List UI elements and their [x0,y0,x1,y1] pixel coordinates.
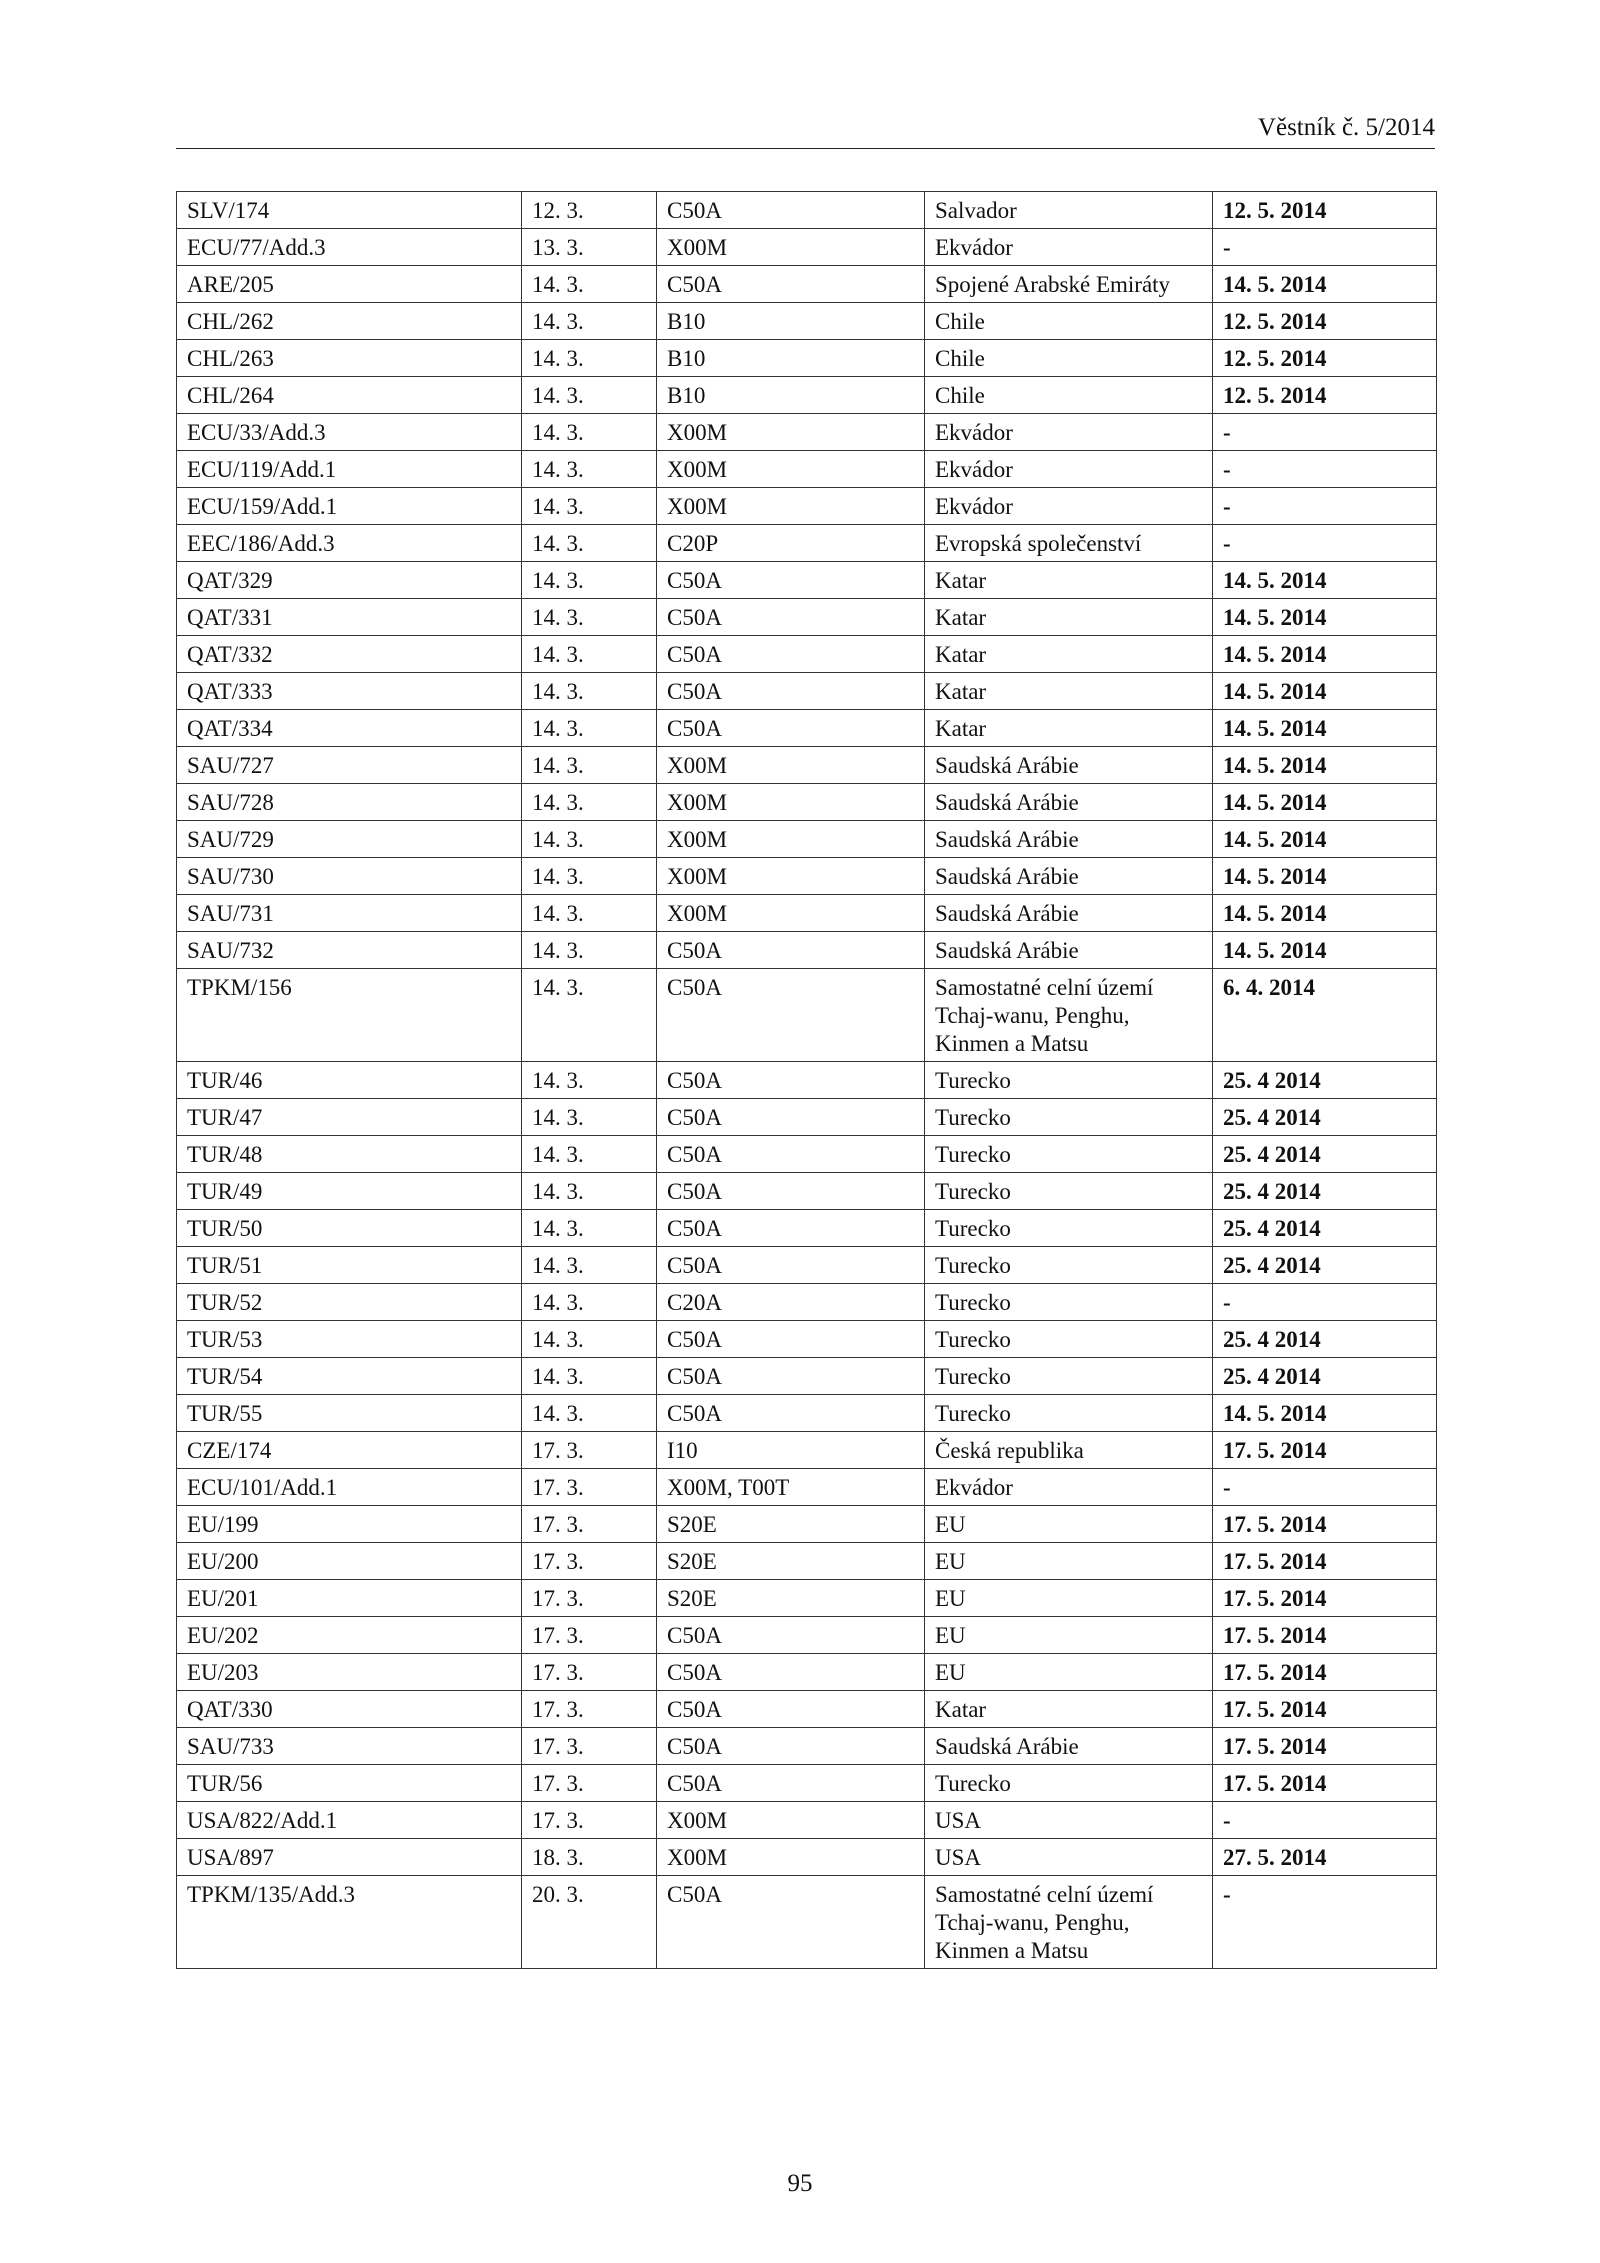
country-cell: Ekvádor [925,414,1213,451]
code-cell: C50A [657,1876,925,1969]
country-cell: Spojené Arabské Emiráty [925,266,1213,303]
country-cell: Turecko [925,1284,1213,1321]
country-cell: Samostatné celní území Tchaj-wanu, Penghu, Kinmen a Matsu [925,1876,1213,1969]
date-cell: 14. 3. [522,451,657,488]
deadline-cell: 17. 5. 2014 [1213,1432,1437,1469]
country-cell: EU [925,1506,1213,1543]
code-cell: C50A [657,1247,925,1284]
symbol-cell: TUR/47 [177,1099,522,1136]
deadline-cell: 14. 5. 2014 [1213,599,1437,636]
deadline-cell: 25. 4 2014 [1213,1321,1437,1358]
country-cell: Turecko [925,1358,1213,1395]
deadline-cell: 14. 5. 2014 [1213,747,1437,784]
deadline-cell: 14. 5. 2014 [1213,895,1437,932]
code-cell: X00M [657,1802,925,1839]
date-cell: 13. 3. [522,229,657,266]
symbol-cell: EU/199 [177,1506,522,1543]
code-cell: C50A [657,562,925,599]
code-cell: X00M [657,784,925,821]
symbol-cell: SAU/733 [177,1728,522,1765]
code-cell: C50A [657,1728,925,1765]
deadline-cell: - [1213,1802,1437,1839]
date-cell: 14. 3. [522,266,657,303]
date-cell: 17. 3. [522,1543,657,1580]
date-cell: 17. 3. [522,1580,657,1617]
deadline-cell: - [1213,1876,1437,1969]
code-cell: I10 [657,1432,925,1469]
country-cell: Saudská Arábie [925,1728,1213,1765]
symbol-cell: ARE/205 [177,266,522,303]
code-cell: C50A [657,1395,925,1432]
date-cell: 12. 3. [522,192,657,229]
symbol-cell: CHL/263 [177,340,522,377]
table-row [177,1432,1437,1469]
date-cell: 20. 3. [522,1876,657,1969]
code-cell: X00M [657,451,925,488]
code-cell: X00M, T00T [657,1469,925,1506]
symbol-cell: SAU/729 [177,821,522,858]
table-row [177,821,1437,858]
table-row [177,1395,1437,1432]
code-cell: X00M [657,488,925,525]
code-cell: C50A [657,1654,925,1691]
code-cell: C50A [657,1173,925,1210]
symbol-cell: USA/822/Add.1 [177,1802,522,1839]
table-row [177,1691,1437,1728]
date-cell: 17. 3. [522,1617,657,1654]
deadline-cell: 17. 5. 2014 [1213,1617,1437,1654]
country-cell: Turecko [925,1247,1213,1284]
code-cell: X00M [657,747,925,784]
deadline-cell: 6. 4. 2014 [1213,969,1437,1062]
symbol-cell: TUR/50 [177,1210,522,1247]
date-cell: 14. 3. [522,488,657,525]
date-cell: 14. 3. [522,636,657,673]
table-row [177,525,1437,562]
deadline-cell: 25. 4 2014 [1213,1136,1437,1173]
table-row [177,932,1437,969]
symbol-cell: ECU/159/Add.1 [177,488,522,525]
deadline-cell: 14. 5. 2014 [1213,784,1437,821]
symbol-cell: QAT/334 [177,710,522,747]
page-header [176,110,1435,149]
journal-title: Věstník č. 5/2014 [1257,114,1435,141]
date-cell: 14. 3. [522,1358,657,1395]
symbol-cell: TUR/52 [177,1284,522,1321]
symbol-cell: QAT/333 [177,673,522,710]
date-cell: 14. 3. [522,1321,657,1358]
date-cell: 14. 3. [522,525,657,562]
symbol-cell: QAT/330 [177,1691,522,1728]
code-cell: X00M [657,895,925,932]
country-cell: Česká republika [925,1432,1213,1469]
table-row [177,414,1437,451]
symbol-cell: ECU/119/Add.1 [177,451,522,488]
country-cell: USA [925,1802,1213,1839]
symbol-cell: EEC/186/Add.3 [177,525,522,562]
table-row [177,1839,1437,1876]
code-cell: C50A [657,1062,925,1099]
code-cell: X00M [657,229,925,266]
code-cell: C50A [657,1136,925,1173]
table-row [177,1358,1437,1395]
code-cell: C50A [657,1210,925,1247]
symbol-cell: SAU/730 [177,858,522,895]
table-row [177,377,1437,414]
table-row [177,1210,1437,1247]
date-cell: 14. 3. [522,562,657,599]
deadline-cell: 17. 5. 2014 [1213,1543,1437,1580]
country-cell: Turecko [925,1321,1213,1358]
deadline-cell: 14. 5. 2014 [1213,673,1437,710]
table-row [177,266,1437,303]
table-row [177,1247,1437,1284]
date-cell: 14. 3. [522,969,657,1062]
date-cell: 14. 3. [522,710,657,747]
country-cell: Ekvádor [925,488,1213,525]
date-cell: 17. 3. [522,1728,657,1765]
date-cell: 14. 3. [522,1395,657,1432]
deadline-cell: 17. 5. 2014 [1213,1654,1437,1691]
code-cell: C20P [657,525,925,562]
symbol-cell: SLV/174 [177,192,522,229]
table-row [177,340,1437,377]
deadline-cell: 14. 5. 2014 [1213,562,1437,599]
symbol-cell: SAU/731 [177,895,522,932]
deadline-cell: - [1213,451,1437,488]
deadline-cell: 14. 5. 2014 [1213,1395,1437,1432]
deadline-cell: 25. 4 2014 [1213,1099,1437,1136]
deadline-cell: - [1213,229,1437,266]
symbol-cell: SAU/728 [177,784,522,821]
deadline-cell: 14. 5. 2014 [1213,932,1437,969]
country-cell: Chile [925,377,1213,414]
country-cell: Turecko [925,1136,1213,1173]
table-row [177,1765,1437,1802]
notifications-table [176,191,1437,1969]
country-cell: Saudská Arábie [925,895,1213,932]
code-cell: B10 [657,303,925,340]
country-cell: Katar [925,673,1213,710]
date-cell: 14. 3. [522,599,657,636]
country-cell: Chile [925,340,1213,377]
table-row [177,192,1437,229]
code-cell: X00M [657,1839,925,1876]
date-cell: 14. 3. [522,673,657,710]
symbol-cell: CHL/264 [177,377,522,414]
table-row [177,673,1437,710]
symbol-cell: TUR/48 [177,1136,522,1173]
code-cell: C50A [657,1321,925,1358]
country-cell: Turecko [925,1099,1213,1136]
country-cell: EU [925,1617,1213,1654]
table-row [177,969,1437,1062]
table-row [177,1580,1437,1617]
date-cell: 17. 3. [522,1506,657,1543]
table-row [177,1062,1437,1099]
code-cell: C50A [657,599,925,636]
symbol-cell: CZE/174 [177,1432,522,1469]
deadline-cell: 17. 5. 2014 [1213,1691,1437,1728]
code-cell: B10 [657,340,925,377]
symbol-cell: TUR/49 [177,1173,522,1210]
date-cell: 14. 3. [522,1173,657,1210]
deadline-cell: 17. 5. 2014 [1213,1765,1437,1802]
page-number: 95 [787,2170,813,2197]
deadline-cell: 17. 5. 2014 [1213,1728,1437,1765]
country-cell: EU [925,1543,1213,1580]
code-cell: C50A [657,1691,925,1728]
deadline-cell: 14. 5. 2014 [1213,636,1437,673]
deadline-cell: - [1213,414,1437,451]
country-cell: EU [925,1580,1213,1617]
table-row [177,1506,1437,1543]
date-cell: 14. 3. [522,1099,657,1136]
symbol-cell: ECU/33/Add.3 [177,414,522,451]
symbol-cell: EU/202 [177,1617,522,1654]
symbol-cell: TUR/54 [177,1358,522,1395]
table-row [177,895,1437,932]
symbol-cell: EU/203 [177,1654,522,1691]
code-cell: C50A [657,266,925,303]
symbol-cell: QAT/331 [177,599,522,636]
code-cell: C50A [657,192,925,229]
code-cell: X00M [657,414,925,451]
table-body [177,192,1437,1969]
date-cell: 14. 3. [522,1210,657,1247]
code-cell: C50A [657,673,925,710]
country-cell: Katar [925,710,1213,747]
date-cell: 17. 3. [522,1802,657,1839]
table-row [177,599,1437,636]
deadline-cell: 27. 5. 2014 [1213,1839,1437,1876]
table-row [177,303,1437,340]
country-cell: Turecko [925,1765,1213,1802]
table-row [177,710,1437,747]
code-cell: C50A [657,1617,925,1654]
country-cell: Turecko [925,1173,1213,1210]
deadline-cell: 17. 5. 2014 [1213,1580,1437,1617]
symbol-cell: QAT/332 [177,636,522,673]
country-cell: Saudská Arábie [925,747,1213,784]
code-cell: C50A [657,1358,925,1395]
date-cell: 18. 3. [522,1839,657,1876]
code-cell: C50A [657,636,925,673]
symbol-cell: TUR/55 [177,1395,522,1432]
deadline-cell: 12. 5. 2014 [1213,377,1437,414]
symbol-cell: CHL/262 [177,303,522,340]
deadline-cell: 25. 4 2014 [1213,1210,1437,1247]
deadline-cell: 12. 5. 2014 [1213,192,1437,229]
table-row [177,562,1437,599]
date-cell: 14. 3. [522,1247,657,1284]
symbol-cell: USA/897 [177,1839,522,1876]
country-cell: Turecko [925,1395,1213,1432]
code-cell: B10 [657,377,925,414]
deadline-cell: 12. 5. 2014 [1213,340,1437,377]
country-cell: Chile [925,303,1213,340]
country-cell: Katar [925,562,1213,599]
table-row [177,451,1437,488]
symbol-cell: TPKM/135/Add.3 [177,1876,522,1969]
date-cell: 14. 3. [522,858,657,895]
deadline-cell: 14. 5. 2014 [1213,266,1437,303]
country-cell: Salvador [925,192,1213,229]
date-cell: 14. 3. [522,1284,657,1321]
date-cell: 17. 3. [522,1654,657,1691]
date-cell: 17. 3. [522,1469,657,1506]
date-cell: 14. 3. [522,784,657,821]
country-cell: Saudská Arábie [925,858,1213,895]
country-cell: Ekvádor [925,229,1213,266]
country-cell: Saudská Arábie [925,784,1213,821]
date-cell: 14. 3. [522,821,657,858]
symbol-cell: TUR/51 [177,1247,522,1284]
code-cell: C50A [657,710,925,747]
country-cell: Katar [925,636,1213,673]
table-row [177,1617,1437,1654]
country-cell: Saudská Arábie [925,821,1213,858]
table-row [177,1728,1437,1765]
symbol-cell: SAU/727 [177,747,522,784]
date-cell: 14. 3. [522,747,657,784]
table-row [177,784,1437,821]
country-cell: EU [925,1654,1213,1691]
table-row [177,1543,1437,1580]
deadline-cell: - [1213,525,1437,562]
deadline-cell: 25. 4 2014 [1213,1062,1437,1099]
date-cell: 14. 3. [522,1062,657,1099]
code-cell: C50A [657,1765,925,1802]
code-cell: C50A [657,932,925,969]
table-row [177,1802,1437,1839]
deadline-cell: - [1213,1284,1437,1321]
country-cell: Saudská Arábie [925,932,1213,969]
code-cell: S20E [657,1543,925,1580]
code-cell: X00M [657,858,925,895]
symbol-cell: ECU/77/Add.3 [177,229,522,266]
table-row [177,229,1437,266]
date-cell: 14. 3. [522,340,657,377]
country-cell: USA [925,1839,1213,1876]
country-cell: Ekvádor [925,451,1213,488]
date-cell: 17. 3. [522,1765,657,1802]
date-cell: 14. 3. [522,932,657,969]
table-row [177,488,1437,525]
code-cell: C50A [657,969,925,1062]
country-cell: Katar [925,1691,1213,1728]
country-cell: Katar [925,599,1213,636]
date-cell: 14. 3. [522,377,657,414]
table-row [177,636,1437,673]
country-cell: Evropská společenství [925,525,1213,562]
date-cell: 17. 3. [522,1691,657,1728]
symbol-cell: QAT/329 [177,562,522,599]
table-row [177,1321,1437,1358]
date-cell: 14. 3. [522,303,657,340]
deadline-cell: 12. 5. 2014 [1213,303,1437,340]
code-cell: X00M [657,821,925,858]
code-cell: S20E [657,1580,925,1617]
symbol-cell: TUR/46 [177,1062,522,1099]
deadline-cell: - [1213,1469,1437,1506]
date-cell: 14. 3. [522,414,657,451]
deadline-cell: - [1213,488,1437,525]
date-cell: 17. 3. [522,1432,657,1469]
table-row [177,858,1437,895]
deadline-cell: 14. 5. 2014 [1213,821,1437,858]
deadline-cell: 25. 4 2014 [1213,1173,1437,1210]
symbol-cell: EU/200 [177,1543,522,1580]
symbol-cell: EU/201 [177,1580,522,1617]
symbol-cell: SAU/732 [177,932,522,969]
code-cell: C20A [657,1284,925,1321]
table-row [177,1284,1437,1321]
symbol-cell: TUR/56 [177,1765,522,1802]
code-cell: S20E [657,1506,925,1543]
country-cell: Samostatné celní území Tchaj-wanu, Penghu, Kinmen a Matsu [925,969,1213,1062]
table-row [177,1099,1437,1136]
table-row [177,1654,1437,1691]
table-row [177,1173,1437,1210]
country-cell: Ekvádor [925,1469,1213,1506]
table-row [177,1876,1437,1969]
country-cell: Turecko [925,1210,1213,1247]
date-cell: 14. 3. [522,895,657,932]
country-cell: Turecko [925,1062,1213,1099]
symbol-cell: TPKM/156 [177,969,522,1062]
symbol-cell: TUR/53 [177,1321,522,1358]
table-row [177,747,1437,784]
deadline-cell: 25. 4 2014 [1213,1358,1437,1395]
code-cell: C50A [657,1099,925,1136]
deadline-cell: 17. 5. 2014 [1213,1506,1437,1543]
deadline-cell: 14. 5. 2014 [1213,858,1437,895]
table-row [177,1136,1437,1173]
symbol-cell: ECU/101/Add.1 [177,1469,522,1506]
table-row [177,1469,1437,1506]
deadline-cell: 25. 4 2014 [1213,1247,1437,1284]
date-cell: 14. 3. [522,1136,657,1173]
deadline-cell: 14. 5. 2014 [1213,710,1437,747]
